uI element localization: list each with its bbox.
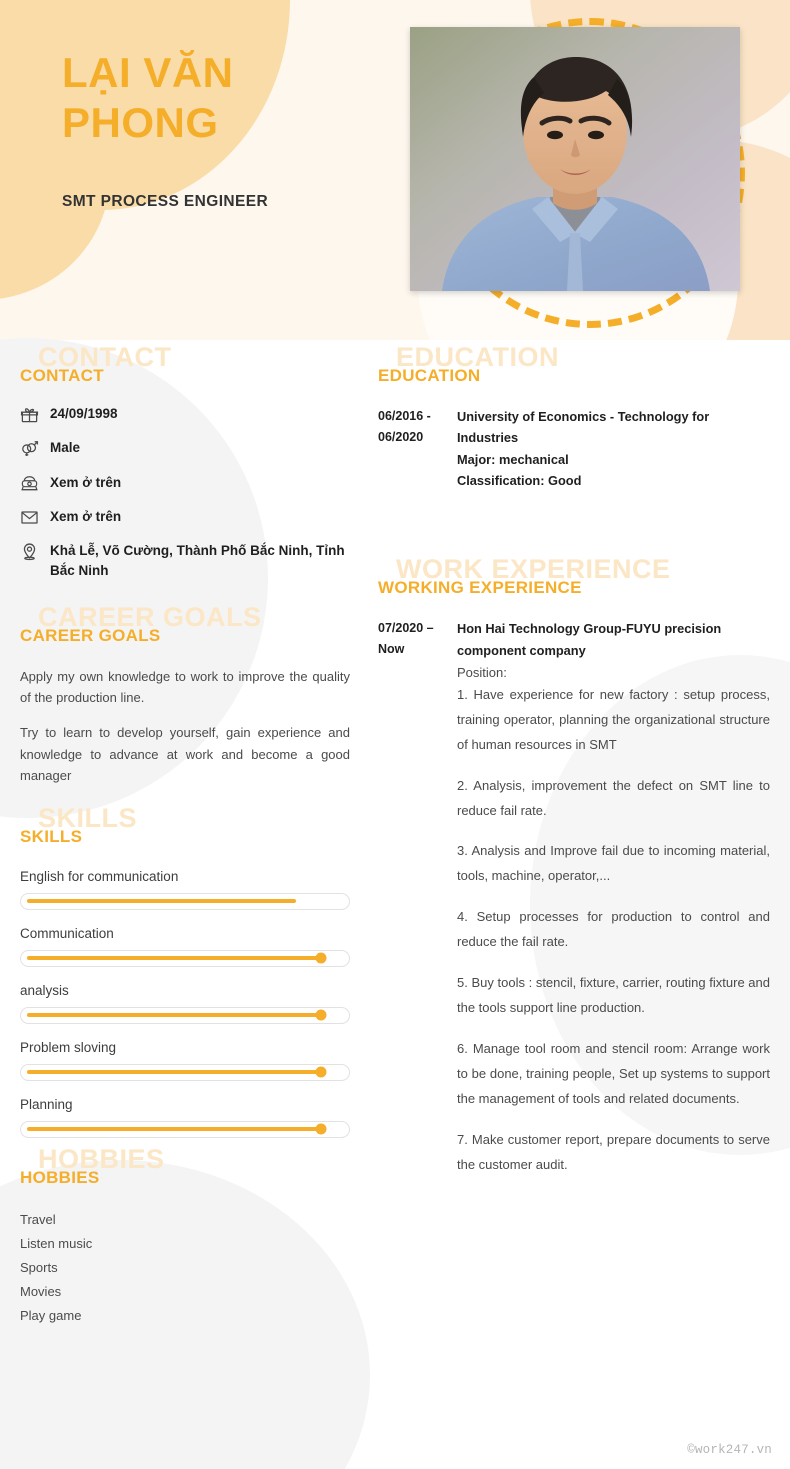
skill-progress-knob[interactable] [315,1067,326,1078]
skill-label: analysis [20,982,69,998]
skill-progress-track[interactable] [20,1064,350,1081]
section-hobbies-title: HOBBIES [20,1167,100,1187]
contact-value-email: Xem ở trên [50,508,122,524]
hobby-item: Travel [20,1211,56,1227]
email-icon [20,507,50,527]
hobby-item: Listen music [20,1235,93,1251]
skill-progress-fill [27,899,296,903]
section-skills [20,802,350,1138]
cv-header [0,0,790,340]
section-experience-heading [378,554,770,604]
skill-progress-fill [27,1127,321,1131]
skill-progress-fill [27,1070,321,1074]
experience-duty-item: 6. Manage tool room and stencil room: Arrange work to be done, training people, Set up systems to support the management of tools and related documents. [457,1041,770,1107]
section-skills-title: SKILLS [20,826,83,846]
right-column [378,342,770,1194]
left-column [20,342,350,1328]
education-entry-major: Major: mechanical [457,452,569,468]
job-title: SMT PROCESS ENGINEER [62,193,269,210]
skill-label: Problem sloving [20,1039,117,1055]
contact-value-gender: Male [50,440,81,456]
skill-progress-track[interactable] [20,950,350,967]
career-goal-paragraph: Try to learn to develop yourself, gain experience and knowledge to advance at work and become a good manager [20,725,350,784]
section-contact-title: CONTACT [20,366,104,385]
profile-photo [410,27,740,291]
experience-entry-body [457,618,770,1194]
section-skills-ghost-title: SKILLS [38,802,138,833]
skill-progress-knob[interactable] [315,1010,326,1021]
experience-duties-list [457,683,770,1178]
section-education [378,342,770,491]
skill-label: Planning [20,1096,73,1112]
education-entry [378,406,770,491]
section-experience [378,554,770,1194]
candidate-name [62,48,392,147]
skill-item [20,983,350,1024]
skill-progress-track[interactable] [20,1121,350,1138]
footer-credit: ©work247.vn [687,1443,772,1457]
skill-progress-knob[interactable] [315,1124,326,1135]
section-hobbies [20,1143,350,1328]
skill-progress-track[interactable] [20,893,350,910]
contact-value-birthday: 24/09/1998 [50,406,118,421]
hobby-item: Sports [20,1259,58,1275]
experience-entry [378,618,770,1194]
contact-value-phone: Xem ở trên [50,474,122,490]
contact-list [20,404,350,582]
section-experience-title: WORKING EXPERIENCE [378,578,582,598]
skill-item [20,1040,350,1081]
hobbies-list [20,1208,350,1328]
skill-item [20,869,350,910]
section-education-heading [378,342,770,392]
skill-progress-fill [27,1013,321,1017]
contact-item-birthday [20,404,350,424]
skills-list [20,869,350,1138]
hobby-item: Play game [20,1307,82,1323]
skill-progress-knob[interactable] [315,953,326,964]
contact-item-address [20,541,350,582]
section-career-goals-title: CAREER GOALS [20,625,161,645]
section-education-ghost-title: EDUCATION [396,342,559,372]
section-career-goals-ghost-title: CAREER GOALS [38,601,262,632]
contact-item-gender [20,438,350,458]
education-entry-classification: Classification: Good [457,473,582,489]
education-entry-body [457,406,770,491]
candidate-name-line1: LẠI VĂN [62,49,234,96]
career-goals-body [20,666,350,787]
experience-entry-date: 07/2020 – Now [378,621,434,657]
gender-icon [20,438,50,458]
candidate-name-line2: PHONG [62,98,219,146]
skill-item [20,926,350,967]
section-career-goals [20,601,350,787]
skill-label: Communication [20,925,114,941]
section-skills-heading [20,802,350,853]
experience-duty-item: 2. Analysis, improvement the defect on SMT line to reduce fail rate. [457,777,770,818]
experience-duty-item: 1. Have experience for new factory : setup process, training operator, planning the organizational structure of human resources in SMT [457,686,770,752]
contact-item-phone [20,473,350,493]
section-hobbies-ghost-title: HOBBIES [38,1143,165,1174]
skill-progress-track[interactable] [20,1007,350,1024]
skill-item [20,1097,350,1138]
experience-duty-item: 7. Make customer report, prepare documents to serve the customer audit. [457,1132,770,1172]
experience-duty-item: 5. Buy tools : stencil, fixture, carrier, routing fixture and the tools support line production. [457,975,770,1016]
contact-value-address: Khả Lễ, Võ Cường, Thành Phố Bắc Ninh, Tỉnh Bắc Ninh [50,543,345,579]
hobby-item: Movies [20,1283,62,1299]
experience-entry-company: Hon Hai Technology Group-FUYU precision component company [457,621,722,658]
experience-duty-item: 4. Setup processes for production to control and reduce the fail rate. [457,909,770,950]
skill-label: English for communication [20,868,179,884]
education-entry-date: 06/2016 - 06/2020 [378,409,431,444]
section-contact [20,342,350,582]
section-contact-heading [20,342,350,392]
skill-progress-fill [27,956,321,960]
section-education-title: EDUCATION [378,366,481,385]
experience-duty-item: 3. Analysis and Improve fail due to incoming material, tools, machine, operator,... [457,843,770,884]
section-career-goals-heading [20,601,350,652]
location-icon [20,541,50,561]
section-contact-ghost-title: CONTACT [38,342,172,372]
section-experience-ghost-title: WORK EXPERIENCE [396,554,671,585]
phone-icon [20,473,50,493]
education-entry-institution: University of Economics - Technology for Industries [457,409,710,446]
contact-item-email [20,507,350,527]
gift-icon [20,404,50,424]
experience-entry-position-label: Position: [457,664,507,680]
career-goal-paragraph: Apply my own knowledge to work to improve the quality of the production line. [20,668,350,705]
section-hobbies-heading [20,1143,350,1194]
